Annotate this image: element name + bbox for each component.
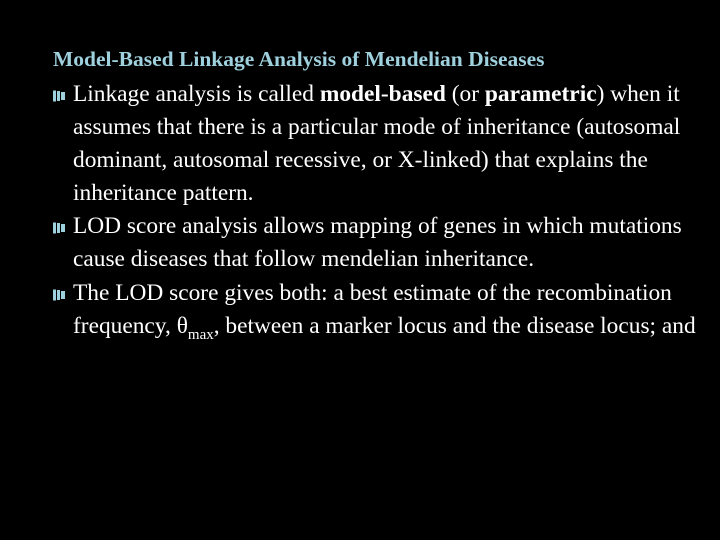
bullet-text: The LOD score gives both: a best estimate of the recombination frequency, [73,279,672,339]
bullet-text: LOD score analysis allows mapping of genes in which mutations cause diseases that follow mendelian inheritance. [73,213,682,273]
flag-bullet-icon [52,222,66,234]
bullet-list [0,78,720,343]
flag-bullet-icon [52,289,66,301]
bullet-text: Linkage analysis is called [73,81,320,107]
bullet-bold-term: parametric [484,81,597,107]
bullet-item [0,277,720,343]
bullet-item [0,78,720,210]
bullet-text: (or [445,81,485,107]
theta-symbol: θ [176,312,188,339]
bullet-text: ) when it assumes that there is a particular mode of inheritance (autosomal dominant, autosomal recessive, or X-linked) that explains the inheritance pattern. [73,81,681,207]
bullet-bold-term: model-based [319,81,446,107]
bullet-item [0,210,720,276]
slide-title: Model-Based Linkage Analysis of Mendelian Diseases [53,47,545,71]
bullet-text: , between a marker locus and the disease locus; and [213,312,696,339]
flag-bullet-icon [52,90,66,102]
theta-subscript: max [187,326,214,343]
